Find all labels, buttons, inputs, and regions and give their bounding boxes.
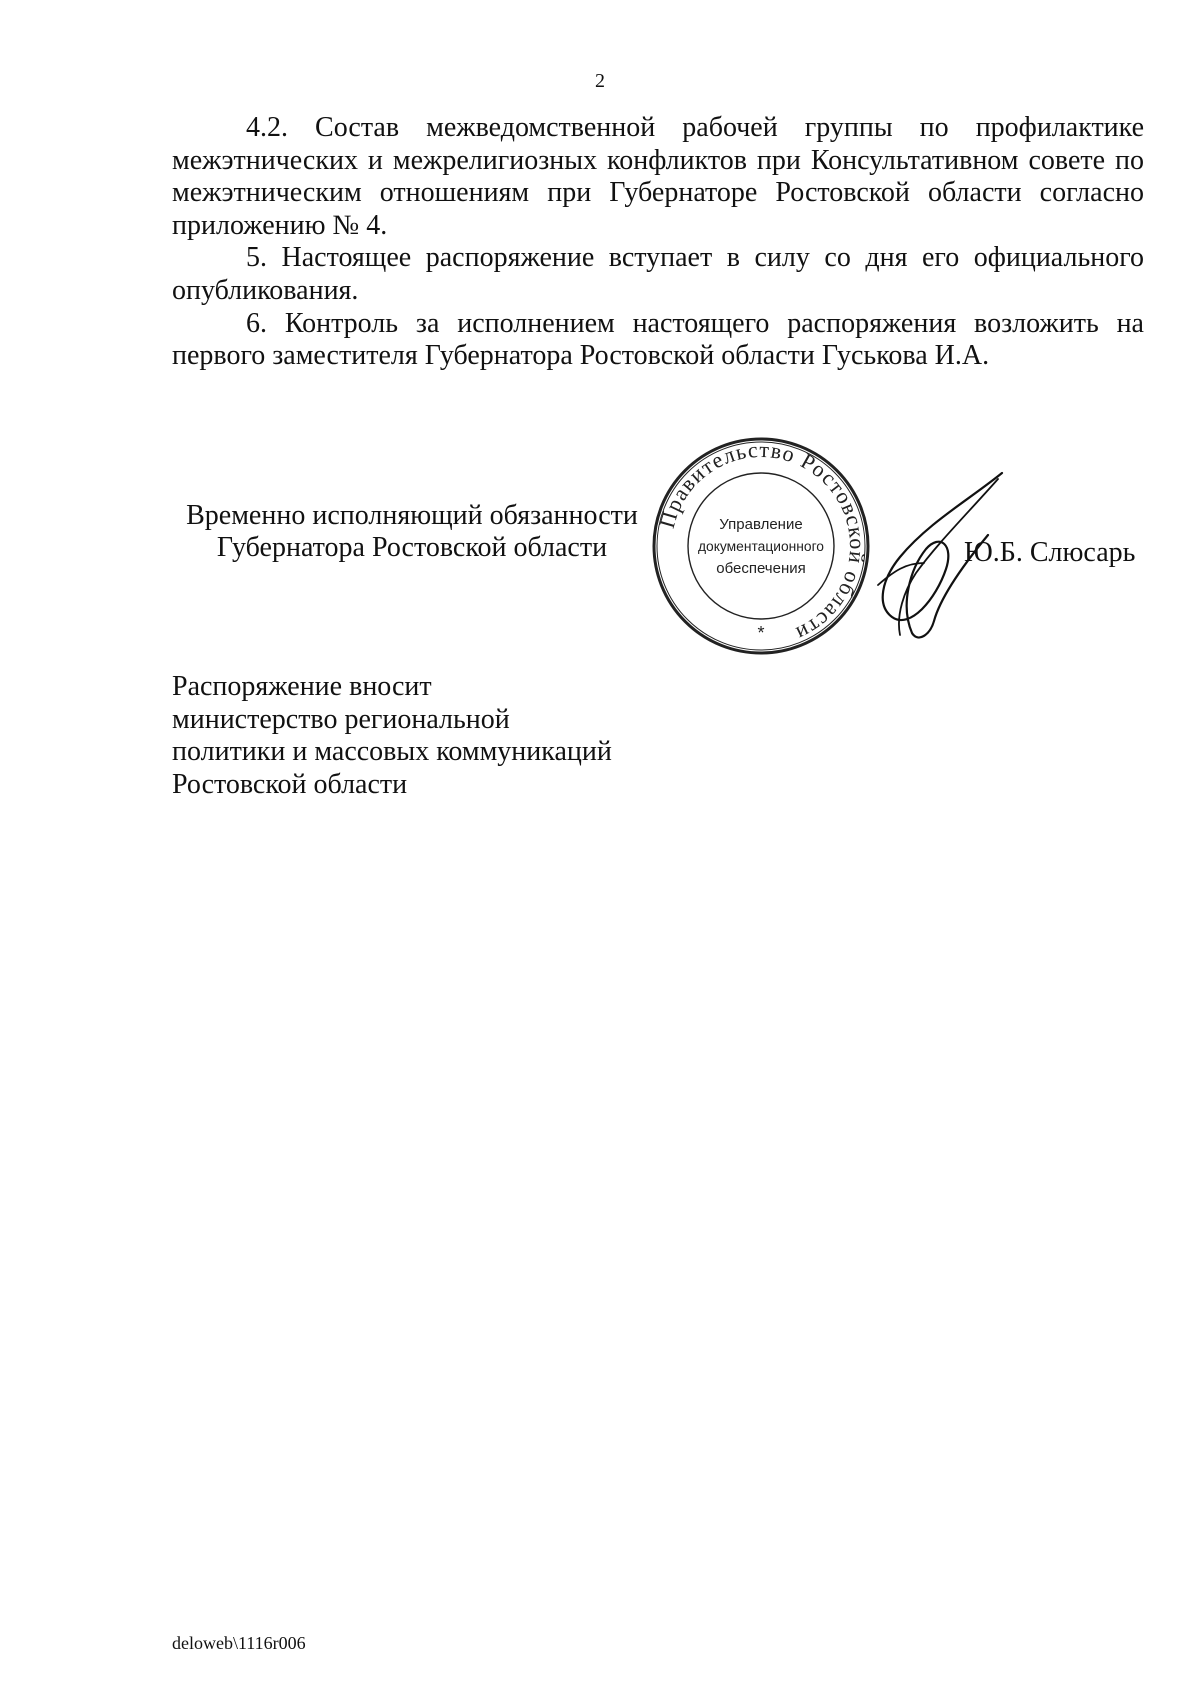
submitter-block <box>172 671 692 801</box>
signatory-position <box>172 500 652 564</box>
paragraph-4-2: 4.2. Состав межведомственной рабочей группы по профилактике межэтнических и межрелигиозных конфликтов при Консультативном совете по межэтническим отношениям при Губернаторе Ростовской области согласно приложению № 4. <box>172 112 1144 241</box>
paragraph-5: 5. Настоящее распоряжение вступает в силу со дня его официального опубликования. <box>172 242 1144 306</box>
paragraph-6: 6. Контроль за исполнением настоящего распоряжения возложить на первого заместителя Губернатора Ростовской области Гуськова И.А. <box>172 307 1144 372</box>
seal-center-line1: Управление <box>719 516 803 533</box>
signatory-position-line1: Временно исполняющий обязанности <box>186 500 638 531</box>
seal-ring-text: Правительство Ростовской области <box>653 436 871 648</box>
submitter-line1: Распоряжение вносит <box>172 671 432 702</box>
file-reference: deloweb\1116r006 <box>172 1633 306 1653</box>
page-number: 2 <box>595 70 605 92</box>
signatory-name: Ю.Б. Слюсарь <box>964 537 1136 568</box>
submitter-line4: Ростовской области <box>172 768 408 800</box>
signatory-position-line2: Губернатора Ростовской области <box>216 532 608 563</box>
seal-center-line3: обеспечения <box>716 560 806 577</box>
submitter-line3: политики и массовых коммуникаций <box>172 736 612 767</box>
document-body <box>172 112 1144 373</box>
submitter-line2: министерство региональной <box>172 703 510 735</box>
seal-star: * <box>757 623 765 643</box>
official-seal <box>650 435 872 657</box>
seal-center-line2: документационного <box>698 539 824 554</box>
